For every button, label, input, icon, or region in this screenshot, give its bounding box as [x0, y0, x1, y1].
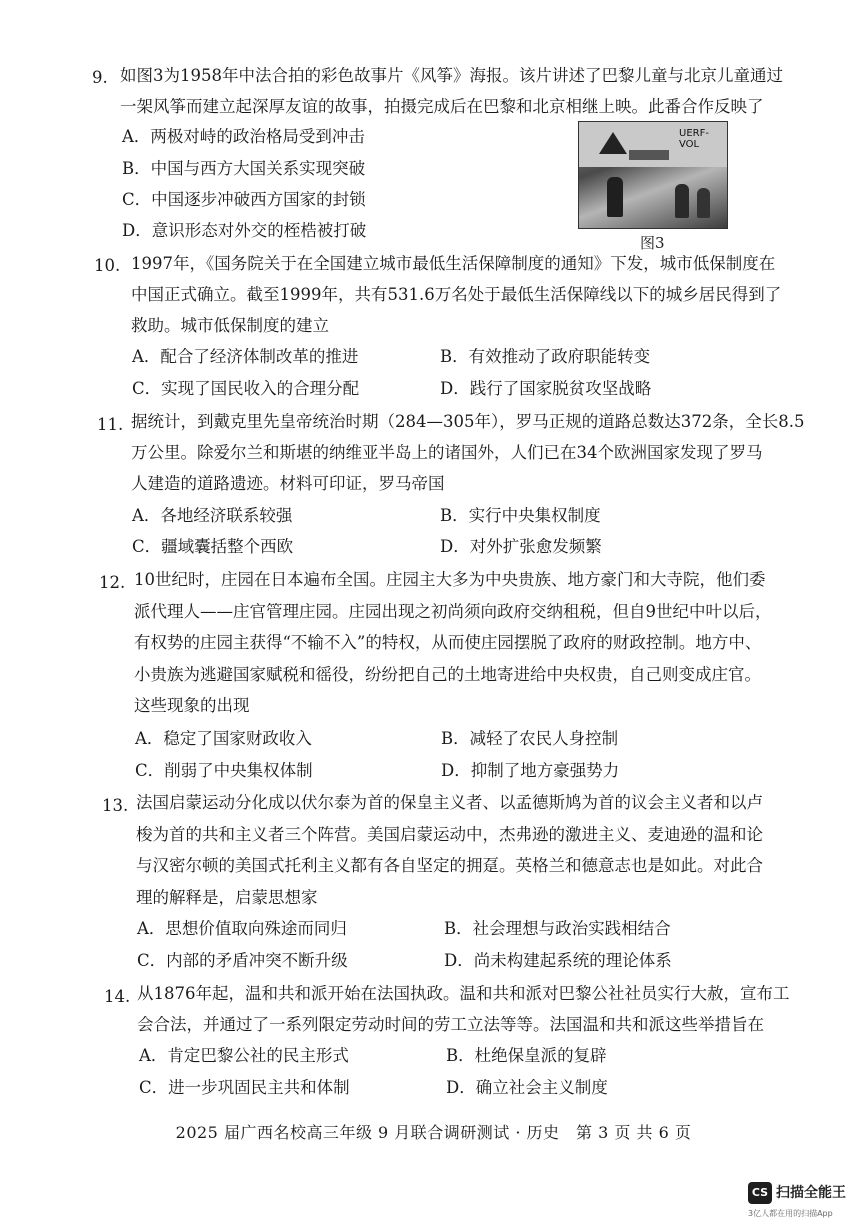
- child-figure: [697, 188, 710, 218]
- question-number: 10.: [94, 256, 121, 275]
- option-b: B．实行中央集权制度: [440, 506, 601, 525]
- question-number: 9.: [92, 68, 108, 87]
- option-b: B．有效推动了政府职能转变: [440, 347, 651, 366]
- question-stem-line: 一架风筝而建立起深厚友谊的故事，拍摄完成后在巴黎和北京相继上映。此番合作反映了: [120, 97, 764, 116]
- question-stem-line: 如图3为1958年中法合拍的彩色故事片《风筝》海报。该片讲述了巴黎儿童与北京儿童通过: [120, 66, 783, 85]
- option-c: C．疆域囊括整个西欧: [132, 537, 294, 556]
- kite-shape: [599, 132, 627, 154]
- question-stem-line: 中国正式确立。截至1999年，共有531.6万名处于最低生活保障线以下的城乡居民得到了: [131, 285, 782, 304]
- question-number: 12.: [99, 573, 126, 592]
- figure-caption: 图3: [640, 234, 665, 252]
- option-c: C．内部的矛盾冲突不断升级: [137, 951, 348, 970]
- option-b: B．杜绝保皇派的复辟: [446, 1046, 607, 1065]
- option-b: B．减轻了农民人身控制: [441, 729, 619, 748]
- option-d: D．尚未构建起系统的理论体系: [444, 951, 672, 970]
- question-stem-line: 与汉密尔顿的美国式托利主义都有各自坚定的拥趸。英格兰和德意志也是如此。对此合: [136, 856, 763, 875]
- option-a: A．配合了经济体制改革的推进: [132, 347, 359, 366]
- camscanner-logo-icon: CS: [748, 1182, 772, 1204]
- question-number: 13.: [102, 796, 129, 815]
- option-d: D．意识形态对外交的桎梏被打破: [122, 221, 367, 240]
- pagoda-roof: [629, 150, 669, 160]
- question-number: 11.: [97, 415, 124, 434]
- option-b: B．社会理想与政治实践相结合: [444, 919, 671, 938]
- question-stem-line: 据统计，到戴克里先皇帝统治时期（284—305年），罗马正规的道路总数达372条，全长8.5: [131, 412, 805, 431]
- option-d: D．对外扩张愈发频繁: [440, 537, 602, 556]
- question-stem-line: 会合法，并通过了一系列限定劳动时间的劳工立法等等。法国温和共和派这些举措旨在: [137, 1015, 764, 1034]
- page-footer: 2025 届广西名校高三年级 9 月联合调研测试 · 历史 第 3 页 共 6 页: [175, 1123, 692, 1142]
- option-c: C．中国逐步冲破西方国家的封锁: [122, 190, 366, 209]
- option-a: A．两极对峙的政治格局受到冲击: [122, 127, 365, 146]
- option-d: D．确立社会主义制度: [446, 1078, 608, 1097]
- option-d: D．抑制了地方豪强势力: [441, 761, 620, 780]
- scanner-watermark: [748, 1180, 858, 1220]
- question-stem-line: 救助。城市低保制度的建立: [131, 316, 329, 335]
- kite-film-poster-image: [578, 121, 728, 229]
- app-tagline: 3亿人都在用的扫描App: [748, 1209, 833, 1218]
- question-stem-line: 小贵族为逃避国家赋税和徭役，纷纷把自己的土地寄进给中央权贵，自己则变成庄官。: [134, 665, 761, 684]
- option-a: A．稳定了国家财政收入: [135, 729, 312, 748]
- question-number: 14.: [104, 987, 131, 1006]
- question-stem-line: 1997年，《国务院关于在全国建立城市最低生活保障制度的通知》下发，城市低保制度在: [131, 254, 776, 273]
- option-c: C．实现了国民收入的合理分配: [132, 379, 360, 398]
- child-figure: [607, 177, 623, 217]
- question-stem-line: 派代理人——庄官管理庄园。庄园出现之初尚须向政府交纳租税，但自9世纪中叶以后，: [134, 602, 772, 621]
- option-a: A．肯定巴黎公社的民主形式: [139, 1046, 349, 1065]
- question-stem-line: 这些现象的出现: [134, 696, 250, 715]
- question-stem-line: 有权势的庄园主获得“不输不入”的特权，从而使庄园摆脱了政府的财政控制。地方中、: [134, 633, 762, 652]
- app-name: 扫描全能王: [776, 1185, 846, 1201]
- question-stem-line: 从1876年起，温和共和派开始在法国执政。温和共和派对巴黎公社社员实行大赦，宣布工: [137, 984, 790, 1003]
- question-stem-line: 人建造的道路遗迹。材料可印证，罗马帝国: [131, 474, 445, 493]
- question-stem-line: 10世纪时，庄园在日本遍布全国。庄园主大多为中央贵族、地方豪门和大寺院，他们委: [134, 570, 766, 589]
- question-stem-line: 梭为首的共和主义者三个阵营。美国启蒙运动中，杰弗逊的激进主义、麦迪逊的温和论: [136, 825, 763, 844]
- poster-title-text: UERF-VOL: [679, 128, 709, 150]
- option-d: D．践行了国家脱贫攻坚战略: [440, 379, 652, 398]
- option-b: B．中国与西方大国关系实现突破: [122, 159, 366, 178]
- question-stem-line: 理的解释是，启蒙思想家: [136, 888, 318, 907]
- option-a: A．思想价值取向殊途而同归: [137, 919, 347, 938]
- option-a: A．各地经济联系较强: [132, 506, 293, 525]
- option-c: C．削弱了中央集权体制: [135, 761, 313, 780]
- child-figure: [675, 184, 689, 218]
- option-c: C．进一步巩固民主共和体制: [139, 1078, 350, 1097]
- question-stem-line: 万公里。除爱尔兰和斯堪的纳维亚半岛上的诸国外，人们已在34个欧洲国家发现了罗马: [131, 443, 763, 462]
- question-stem-line: 法国启蒙运动分化成以伏尔泰为首的保皇主义者、以孟德斯鸠为首的议会主义者和以卢: [136, 793, 763, 812]
